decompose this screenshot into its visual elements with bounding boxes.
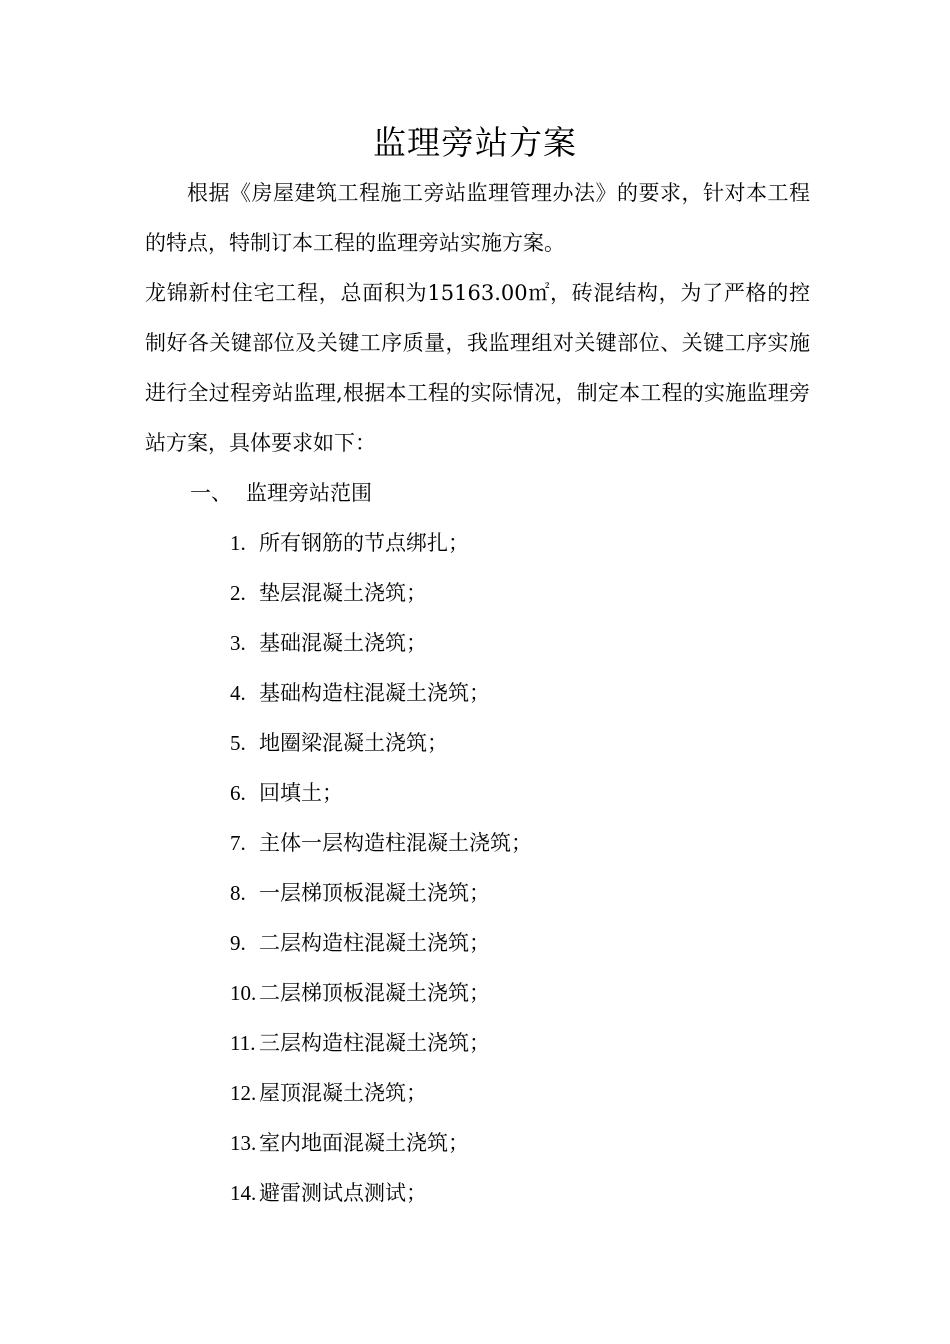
list-item [230,718,532,768]
section-number: 一、 [190,481,232,505]
list-item [230,1168,532,1218]
scope-list [230,518,532,1218]
list-item [230,868,532,918]
section-heading [190,468,372,518]
section-title: 监理旁站范围 [246,481,372,505]
list-item-index: 13. [230,1131,257,1155]
list-item-text: 主体一层构造柱混凝土浇筑； [259,831,532,855]
list-item [230,1068,532,1118]
list-item-text: 三层构造柱混凝土浇筑； [259,1031,490,1055]
list-item-index: 7. [230,831,246,855]
list-item [230,668,532,718]
list-item-index: 4. [230,681,246,705]
list-item-text: 屋顶混凝土浇筑； [259,1081,427,1105]
list-item-text: 垫层混凝土浇筑； [259,581,427,605]
list-item-text: 基础构造柱混凝土浇筑； [259,681,490,705]
list-item-index: 3. [230,631,246,655]
page-title: 监理旁站方案 [373,123,577,162]
list-item-index: 5. [230,731,246,755]
list-item-text: 地圈梁混凝土浇筑； [259,731,448,755]
list-item-index: 12. [230,1081,257,1105]
list-item-text: 一层梯顶板混凝土浇筑； [259,881,490,905]
intro-paragraph: 根据《房屋建筑工程施工旁站监理管理办法》的要求，针对本工程的特点，特制订本工程的监理旁站实施方案。 [145,181,810,255]
list-item [230,768,532,818]
list-item [230,1118,532,1168]
list-item-text: 避雷测试点测试； [259,1181,427,1205]
list-item-index: 10. [230,981,257,1005]
list-item-text: 二层构造柱混凝土浇筑； [259,931,490,955]
list-item [230,518,532,568]
list-item-index: 14. [230,1181,257,1205]
project-paragraph: 龙锦新村住宅工程，总面积为15163.00㎡，砖混结构，为了严格的控制好各关键部位及关键工序质量，我监理组对关键部位、关键工序实施进行全过程旁站监理,根据本工程的实际情况，制定本工程的实施监理旁站方案，具体要求如下： [145,281,810,455]
list-item [230,968,532,1018]
list-item-index: 8. [230,881,246,905]
list-item [230,618,532,668]
list-item [230,1018,532,1068]
list-item-text: 二层梯顶板混凝土浇筑； [259,981,490,1005]
list-item-index: 1. [230,531,246,555]
list-item [230,818,532,868]
list-item [230,918,532,968]
list-item-index: 2. [230,581,246,605]
list-item-index: 6. [230,781,246,805]
list-item-index: 9. [230,931,246,955]
list-item-index: 11. [230,1031,256,1055]
list-item [230,568,532,618]
list-item-text: 所有钢筋的节点绑扎； [259,531,469,555]
list-item-text: 室内地面混凝土浇筑； [259,1131,469,1155]
list-item-text: 回填土； [259,781,343,805]
list-item-text: 基础混凝土浇筑； [259,631,427,655]
